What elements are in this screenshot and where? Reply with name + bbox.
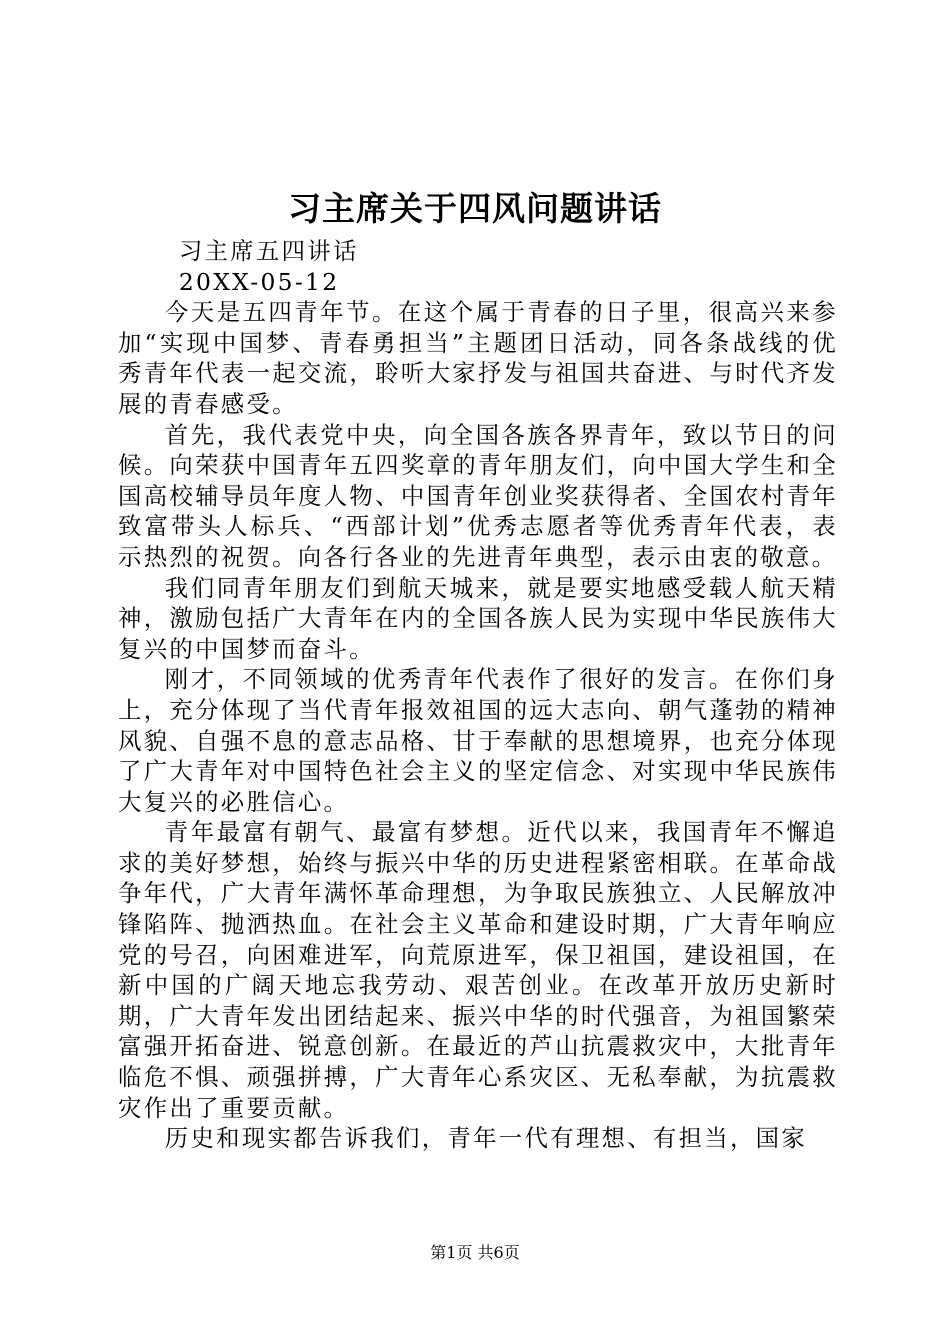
document-body — [118, 236, 838, 1154]
paragraph: 首先，我代表党中央，向全国各族各界青年，致以节日的问候。向荣获中国青年五四奖章的青年朋友们，向中国大学生和全国高校辅导员年度人物、中国青年创业奖获得者、全国农村青年致富带头人标兵、“西部计划”优秀志愿者等优秀青年代表，表示热烈的祝贺。向各行各业的先进青年典型，表示由衷的敬意。 — [118, 420, 838, 571]
paragraph: 历史和现实都告诉我们，青年一代有理想、有担当，国家 — [164, 1124, 808, 1153]
paragraph: 今天是五四青年节。在这个属于青春的日子里，很高兴来参加“实现中国梦、青春勇担当”主题团日活动，同各条战线的优秀青年代表一起交流，聆听大家抒发与祖国共奋进、与时代齐发展的青春感受。 — [118, 298, 838, 418]
document-date: 20XX-05-12 — [178, 267, 340, 296]
page-footer: 第1页 共6页 — [430, 1243, 520, 1262]
document-title: 习主席关于四风问题讲话 — [288, 189, 662, 228]
paragraph: 青年最富有朝气、最富有梦想。近代以来，我国青年不懈追求的美好梦想，始终与振兴中华的历史进程紧密相联。在革命战争年代，广大青年满怀革命理想，为争取民族独立、人民解放冲锋陷阵、抛洒热血。在社会主义革命和建设时期，广大青年响应党的号召，向困难进军，向荒原进军，保卫祖国，建设祖国，在新中国的广阔天地忘我劳动、艰苦创业。在改革开放历史新时期，广大青年发出团结起来、振兴中华的时代强音，为祖国繁荣富强开拓奋进、锐意创新。在最近的芦山抗震救灾中，大批青年临危不惧、顽强拼搏，广大青年心系灾区、无私奉献，为抗震救灾作出了重要贡献。 — [118, 818, 838, 1122]
paragraph: 刚才，不同领域的优秀青年代表作了很好的发言。在你们身上，充分体现了当代青年报效祖国的远大志向、朝气蓬勃的精神风貌、自强不息的意志品格、甘于奉献的思想境界，也充分体现了广大青年对中国特色社会主义的坚定信念、对实现中华民族伟大复兴的必胜信心。 — [118, 665, 838, 816]
paragraph: 我们同青年朋友们到航天城来，就是要实地感受载人航天精神，激励包括广大青年在内的全国各族人民为实现中华民族伟大复兴的中国梦而奋斗。 — [118, 573, 838, 663]
document-subtitle: 习主席五四讲话 — [178, 237, 359, 265]
